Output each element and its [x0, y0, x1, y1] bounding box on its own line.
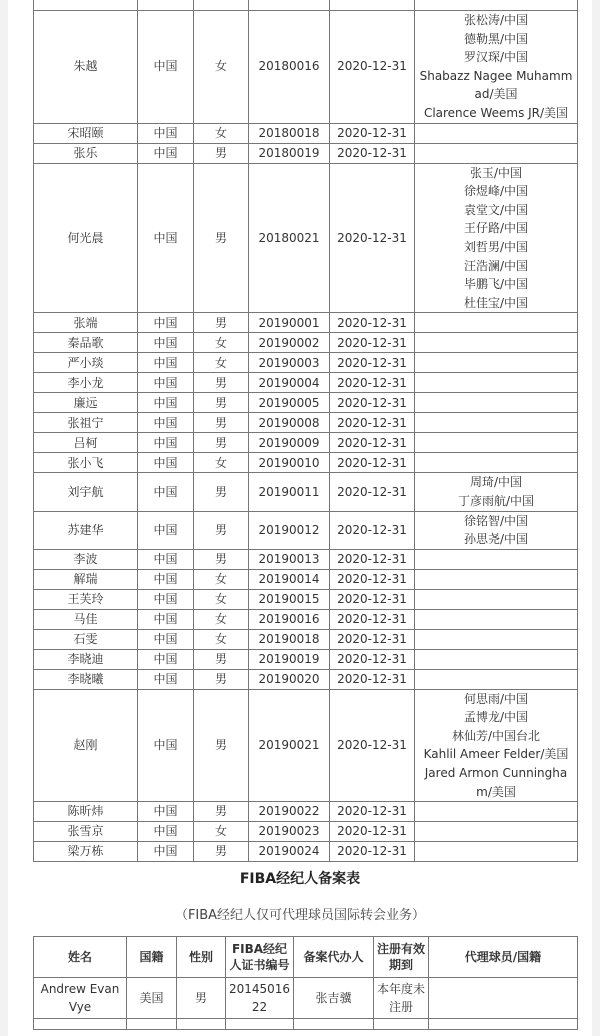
- cell-gender: 男: [194, 802, 249, 822]
- cell-nationality: 中国: [138, 413, 194, 433]
- cell-nationality: 中国: [138, 629, 194, 649]
- player-entry: 林仙芳/中国台北: [451, 728, 541, 743]
- cell-nationality: 中国: [138, 511, 194, 549]
- cell-players: [415, 433, 578, 453]
- table-row: [34, 1019, 578, 1030]
- player-entry: Shabazz Nagee Muhammad/美国: [419, 68, 573, 102]
- cell-nationality: 中国: [138, 313, 194, 333]
- table-row: [34, 609, 578, 629]
- table-row: [34, 123, 578, 143]
- cell-cert: 20190004: [249, 373, 330, 393]
- cell-cert: 20190022: [249, 802, 330, 822]
- cell-name: 刘宇航: [34, 473, 138, 511]
- cell-nationality: 中国: [138, 333, 194, 353]
- player-entry: 毕鹏飞/中国: [463, 277, 529, 292]
- cell-cert: [249, 0, 330, 11]
- cell-cert: 20190015: [249, 589, 330, 609]
- cell-name: 赵刚: [34, 689, 138, 802]
- table-row: [34, 313, 578, 333]
- cell-valid: 2020-12-31: [330, 549, 415, 569]
- table-row: [34, 822, 578, 842]
- player-entry: Clarence Weems JR/美国: [423, 105, 569, 120]
- cell-players: [415, 453, 578, 473]
- table-row: [34, 589, 578, 609]
- cell-gender: 女: [194, 453, 249, 473]
- header-valid: 注册有效期到: [374, 937, 429, 978]
- cell-name: 张小飞: [34, 453, 138, 473]
- cell-cert: 20190021: [249, 689, 330, 802]
- cell-nationality: 中国: [138, 433, 194, 453]
- fiba-section-subtitle: （FIBA经纪人仅可代理球员国际转会业务）: [174, 908, 426, 923]
- agent-registry-table: [33, 0, 578, 862]
- cell-name: 解瑞: [34, 569, 138, 589]
- cell-valid: 2020-12-31: [330, 353, 415, 373]
- cell-name: [34, 0, 138, 11]
- cell-players: [415, 333, 578, 353]
- cell-cert: 20180018: [249, 123, 330, 143]
- table-row: [34, 802, 578, 822]
- player-entry: Jared Armon Cunningham/美国: [424, 766, 568, 799]
- player-entry: 王仔路/中国: [463, 221, 529, 236]
- player-entry: 丁彦雨航/中国: [457, 493, 535, 508]
- cell-valid: 2020-12-31: [330, 413, 415, 433]
- cell-gender: 男: [194, 433, 249, 453]
- player-entry: 汪浩澜/中国: [463, 258, 529, 273]
- cell-gender: 男: [194, 393, 249, 413]
- cell-valid: 2020-12-31: [330, 143, 415, 163]
- cell-gender: 男: [194, 163, 249, 313]
- cell-cert: 20190008: [249, 413, 330, 433]
- table-row: [34, 549, 578, 569]
- cell-players: [415, 373, 578, 393]
- cell-nationality: 中国: [138, 569, 194, 589]
- cell-valid: 2020-12-31: [330, 123, 415, 143]
- cell-name: 张祖宁: [34, 413, 138, 433]
- cell-players: [415, 569, 578, 589]
- cell-name: 石雯: [34, 629, 138, 649]
- cell-nationality: 中国: [138, 11, 194, 124]
- cell-name: 廉远: [34, 393, 138, 413]
- cell-players: [415, 802, 578, 822]
- cell-players: [415, 842, 578, 862]
- cell-valid: 2020-12-31: [330, 433, 415, 453]
- cell-nationality: [138, 0, 194, 11]
- cell-cert: 20190019: [249, 649, 330, 669]
- cell-name: 朱越: [34, 11, 138, 124]
- player-entry: 张玉/中国: [469, 165, 523, 180]
- table-row: [34, 163, 578, 313]
- cell-players: [415, 549, 578, 569]
- cell-cert: 20190016: [249, 609, 330, 629]
- cell-nationality: 中国: [138, 842, 194, 862]
- cell-valid: 2020-12-31: [330, 629, 415, 649]
- cell-players: [415, 511, 578, 549]
- cell-players: [415, 689, 578, 802]
- cell-gender: 女: [194, 609, 249, 629]
- cell-gender: 男: [194, 413, 249, 433]
- cell-cert: 20190001: [249, 313, 330, 333]
- cell-gender: 男: [194, 373, 249, 393]
- cell-gender: 女: [194, 11, 249, 124]
- cell-gender: [194, 0, 249, 11]
- table-row: [34, 393, 578, 413]
- cell-valid: [330, 0, 415, 11]
- table-row: [34, 978, 578, 1019]
- cell-gender: 女: [194, 333, 249, 353]
- player-entry: 杜佳宝/中国: [463, 295, 529, 310]
- cell-cert: 20190020: [249, 669, 330, 689]
- cell-players: [415, 413, 578, 433]
- cell-players: [415, 669, 578, 689]
- cell-name: 苏建华: [34, 511, 138, 549]
- cell-nationality: 中国: [138, 163, 194, 313]
- cell-valid: 2020-12-31: [330, 453, 415, 473]
- cell-name: 何光晨: [34, 163, 138, 313]
- cell-players: [415, 11, 578, 124]
- cell-nationality: 中国: [138, 373, 194, 393]
- table-row: [34, 511, 578, 549]
- cell-players: [415, 123, 578, 143]
- cell-valid: 2020-12-31: [330, 842, 415, 862]
- cell-valid: 2020-12-31: [330, 313, 415, 333]
- cell-nationality: 中国: [138, 669, 194, 689]
- cell-nationality: 中国: [138, 802, 194, 822]
- cell-cert: 20190005: [249, 393, 330, 413]
- player-entry: 何思雨/中国: [463, 691, 529, 706]
- table-row: [34, 669, 578, 689]
- cell-cert: 20190023: [249, 822, 330, 842]
- cell-name: 秦品歌: [34, 333, 138, 353]
- cell-name: 王芙玲: [34, 589, 138, 609]
- cell-gender: 女: [194, 123, 249, 143]
- player-entry: 张松涛/中国: [463, 13, 529, 27]
- player-entry: 孙思尧/中国: [463, 532, 529, 547]
- cell-cert: 20180016: [249, 11, 330, 124]
- cell-gender: 男: [177, 978, 226, 1019]
- table-row: [34, 333, 578, 353]
- cell-cert: 20190013: [249, 549, 330, 569]
- cell-cert: 20190012: [249, 511, 330, 549]
- cell-nationality: 中国: [138, 689, 194, 802]
- fiba-section-title: FIBA经纪人备案表: [239, 871, 361, 887]
- table-row: [34, 143, 578, 163]
- cell-gender: 女: [194, 569, 249, 589]
- cell-name: 李小龙: [34, 373, 138, 393]
- cell-players: [429, 978, 578, 1019]
- cell-name: 李波: [34, 549, 138, 569]
- table-row: [34, 453, 578, 473]
- player-entry: 袁堂文/中国: [463, 202, 529, 217]
- header-gender: 性别: [177, 937, 226, 978]
- cell-players: [415, 822, 578, 842]
- cell-valid: 2020-12-31: [330, 373, 415, 393]
- cell-cert: 20190011: [249, 473, 330, 511]
- cell-name: 宋昭颐: [34, 123, 138, 143]
- cell-players: [415, 649, 578, 669]
- cell-players: [415, 609, 578, 629]
- cell-valid: 本年度未注册: [374, 978, 429, 1019]
- cell-cert: 20180019: [249, 143, 330, 163]
- cell-nationality: 中国: [138, 453, 194, 473]
- cell-gender: 女: [194, 629, 249, 649]
- cell-cert: 20190018: [249, 629, 330, 649]
- player-entry: Kahlil Ameer Felder/美国: [423, 747, 569, 762]
- cell-players: [415, 143, 578, 163]
- player-entry: 徐铭智/中国: [463, 513, 529, 528]
- cell-name: Andrew Evan Vye: [34, 978, 127, 1019]
- cell-gender: 男: [194, 649, 249, 669]
- player-entry: 罗汉琛/中国: [463, 50, 529, 65]
- cell-name: 张乐: [34, 143, 138, 163]
- cell-gender: 男: [194, 511, 249, 549]
- cell-gender: 男: [194, 313, 249, 333]
- header-nationality: 国籍: [127, 937, 177, 978]
- cell-cert: 20190002: [249, 333, 330, 353]
- cell-players: [415, 629, 578, 649]
- cell-valid: 2020-12-31: [330, 589, 415, 609]
- cell-name: 吕柯: [34, 433, 138, 453]
- cell-valid: 2020-12-31: [330, 511, 415, 549]
- header-cert: FIBA经纪人证书编号: [226, 937, 294, 978]
- table-row: [34, 413, 578, 433]
- player-entry: 德勒黑/中国: [463, 31, 529, 46]
- cell-gender: 男: [194, 549, 249, 569]
- cell-players: [415, 163, 578, 313]
- cell-nationality: 中国: [138, 393, 194, 413]
- cell-cert: 20190003: [249, 353, 330, 373]
- table-row: [34, 473, 578, 511]
- cell-nationality: 美国: [127, 978, 177, 1019]
- cell-nationality: 中国: [138, 353, 194, 373]
- fiba-header-row: [34, 937, 578, 978]
- cell-gender: 女: [194, 822, 249, 842]
- table-row: [34, 433, 578, 453]
- cell-cert: 20190010: [249, 453, 330, 473]
- cell-nationality: 中国: [138, 589, 194, 609]
- cell-gender: 男: [194, 473, 249, 511]
- table-row: [34, 353, 578, 373]
- cell-gender: 男: [194, 689, 249, 802]
- cell-gender: 男: [194, 669, 249, 689]
- cell-valid: 2020-12-31: [330, 163, 415, 313]
- player-entry: 刘哲男/中国: [463, 239, 529, 254]
- cell-players: [415, 313, 578, 333]
- fiba-agent-table: [33, 936, 578, 1030]
- cell-name: 马佳: [34, 609, 138, 629]
- cell-valid: 2020-12-31: [330, 333, 415, 353]
- cell-players: [415, 393, 578, 413]
- player-entry: 周琦/中国: [469, 475, 523, 490]
- cell-name: 陈昕炜: [34, 802, 138, 822]
- table-row: [34, 373, 578, 393]
- cell-valid: 2020-12-31: [330, 569, 415, 589]
- cell-nationality: 中国: [138, 143, 194, 163]
- cell-gender: 男: [194, 143, 249, 163]
- cell-nationality: 中国: [138, 549, 194, 569]
- cell-valid: 2020-12-31: [330, 689, 415, 802]
- cell-name: 李晓迪: [34, 649, 138, 669]
- cell-cert: 2014501622: [226, 978, 294, 1019]
- header-proxy: 备案代办人: [294, 937, 374, 978]
- cell-players: [415, 0, 578, 11]
- table-row: [34, 689, 578, 802]
- cell-players: [415, 353, 578, 373]
- header-players: 代理球员/国籍: [429, 937, 578, 978]
- cell-name: 张雪京: [34, 822, 138, 842]
- table-row: [34, 11, 578, 124]
- table-row: [34, 569, 578, 589]
- table-row: [34, 842, 578, 862]
- cell-nationality: 中国: [138, 822, 194, 842]
- table-row: [34, 649, 578, 669]
- player-entry: 徐煜峰/中国: [463, 184, 529, 199]
- table-row: [34, 629, 578, 649]
- cell-valid: 2020-12-31: [330, 11, 415, 124]
- cell-cert: 20190014: [249, 569, 330, 589]
- cell-valid: 2020-12-31: [330, 822, 415, 842]
- cell-name: 梁万栋: [34, 842, 138, 862]
- cell-name: 张端: [34, 313, 138, 333]
- player-entry: 孟博龙/中国: [463, 710, 529, 725]
- cell-cert: 20190024: [249, 842, 330, 862]
- cell-cert: 20190009: [249, 433, 330, 453]
- cell-gender: 女: [194, 353, 249, 373]
- cell-nationality: 中国: [138, 609, 194, 629]
- cell-cert: 20180021: [249, 163, 330, 313]
- cell-proxy: 张吉骥: [294, 978, 374, 1019]
- cell-name: 严小琰: [34, 353, 138, 373]
- cell-nationality: 中国: [138, 123, 194, 143]
- cell-nationality: 中国: [138, 473, 194, 511]
- cell-nationality: 中国: [138, 649, 194, 669]
- cell-gender: 男: [194, 842, 249, 862]
- cell-gender: 女: [194, 589, 249, 609]
- cell-valid: 2020-12-31: [330, 473, 415, 511]
- cell-valid: 2020-12-31: [330, 609, 415, 629]
- cell-valid: 2020-12-31: [330, 649, 415, 669]
- cell-valid: 2020-12-31: [330, 669, 415, 689]
- header-name: 姓名: [34, 937, 127, 978]
- cell-valid: 2020-12-31: [330, 802, 415, 822]
- cell-players: [415, 589, 578, 609]
- table-row: [34, 0, 578, 11]
- cell-valid: 2020-12-31: [330, 393, 415, 413]
- cell-players: [415, 473, 578, 511]
- cell-name: 李晓曦: [34, 669, 138, 689]
